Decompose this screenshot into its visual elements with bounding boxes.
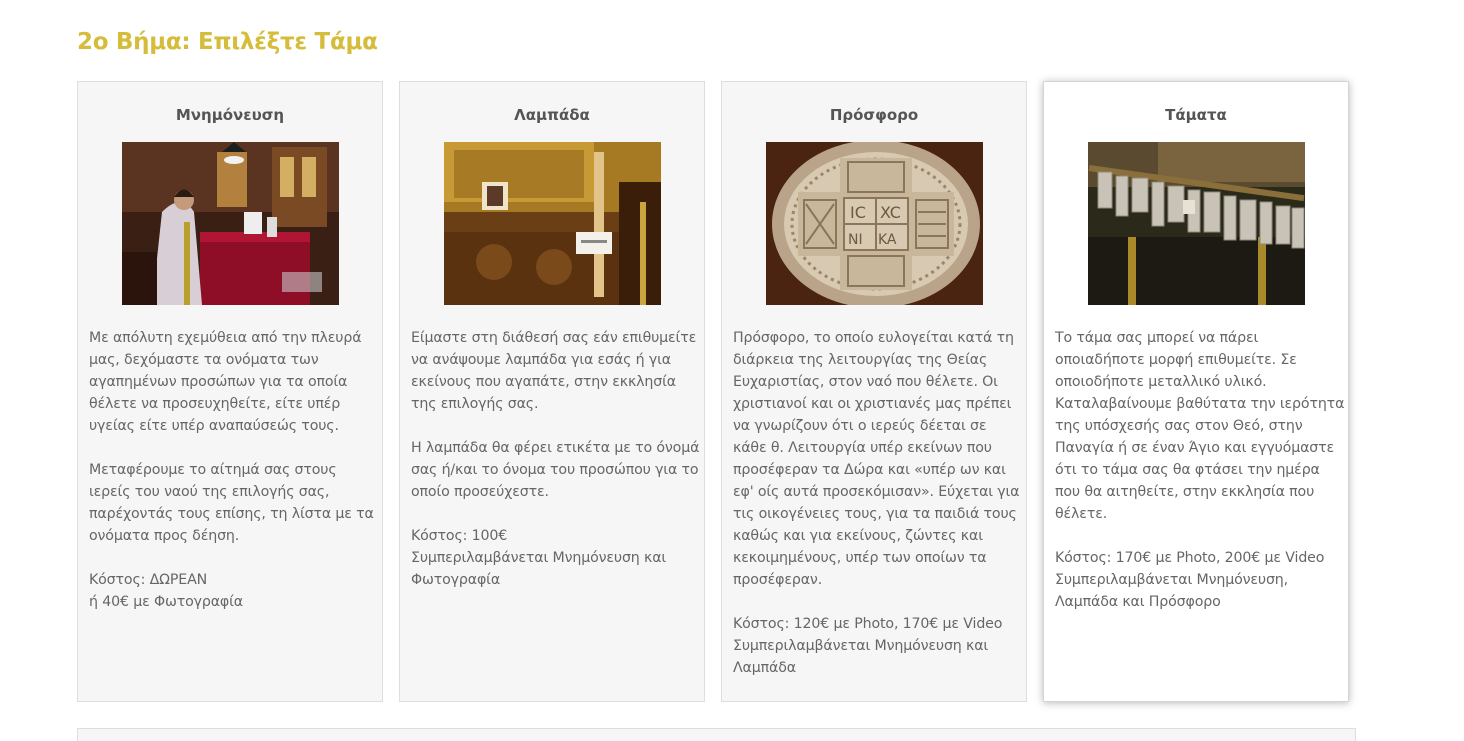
card-title: Μνημόνευση xyxy=(175,106,285,124)
votive-offerings-photo xyxy=(1088,142,1305,305)
card-paragraph: Μεταφέρουμε το αίτημά σας στους ιερείς του ναού της επιλογής σας, παρέχοντάς τους επίσης, τη λίστα με τα ονόματα προς δέηση. xyxy=(89,462,374,544)
card-price: Κόστος: 100€ Συμπεριλαμβάνεται Μνημόνευση και Φωτογραφία xyxy=(411,528,667,588)
next-step-section xyxy=(77,728,1356,741)
card-paragraph: Η λαμπάδα θα φέρει ετικέτα με το όνομά σας ή/και το όνομα του προσώπου για το οποίο προσεύχεστε. xyxy=(411,440,700,500)
svg-text:NI: NI xyxy=(848,232,863,248)
svg-text:KA: KA xyxy=(878,232,897,248)
card-price: Κόστος: 170€ με Photo, 200€ με Video Συμπεριλαμβάνεται Μνημόνευση, Λαμπάδα και Πρόσφορο xyxy=(1055,550,1325,610)
card-paragraph: Το τάμα σας μπορεί να πάρει οποιαδήποτε μορφή επιθυμείτε. Σε οποιοδήποτε μεταλλικό υλικό. Καταλαβαίνουμε βαθύτατα την ιερότητα της υπόσχεσής σας στον Θεό, στην Παναγία ή σε έναν Άγιο και εγγυόμαστε ότι το τάμα σας θα φτάσει την ημέρα που θα αιτηθείτε, στην εκκλησία που θέλετε. xyxy=(1055,330,1345,522)
svg-text:IC: IC xyxy=(850,203,866,222)
card-description xyxy=(411,327,701,591)
offering-cards xyxy=(77,81,1349,702)
offering-card-lampada[interactable] xyxy=(399,81,705,702)
card-paragraph: Με απόλυτη εχεμύθεια από την πλευρά μας, δεχόμαστε τα ονόματα των αγαπημένων προσώπων για τα οποία θέλετε να προσευχηθείτε, είτε υπέρ υγείας είτε υπέρ αναπαύσεώς τους. xyxy=(89,330,362,434)
card-paragraph: Είμαστε στη διάθεσή σας εάν επιθυμείτε να ανάψουμε λαμπάδα για εσάς ή για εκείνους που αγαπάτε, στην εκκλησία της επιλογής σας. xyxy=(411,330,697,412)
card-title: Λαμπάδα xyxy=(514,106,590,124)
step-title: 2ο Βήμα: Επιλέξτε Τάμα xyxy=(77,29,378,55)
priest-praying-photo xyxy=(122,142,339,305)
offering-card-tamata[interactable] xyxy=(1043,81,1349,702)
card-title: Πρόσφορο xyxy=(829,106,919,124)
offering-card-prosforo[interactable] xyxy=(721,81,1027,702)
card-price: Κόστος: 120€ με Photo, 170€ με Video Συμπεριλαμβάνεται Μνημόνευση και Λαμπάδα xyxy=(733,616,1003,676)
card-price: Κόστος: ΔΩΡΕΑΝ ή 40€ με Φωτογραφία xyxy=(89,572,243,610)
svg-text:XC: XC xyxy=(880,203,901,222)
card-description xyxy=(1055,327,1345,613)
offering-card-mnimonefsi[interactable] xyxy=(77,81,383,702)
prosphora-bread-photo xyxy=(766,142,983,305)
card-description xyxy=(89,327,379,613)
card-description xyxy=(733,327,1023,679)
church-candle-icon-photo xyxy=(444,142,661,305)
card-paragraph: Πρόσφορο, το οποίο ευλογείται κατά τη διάρκεια της λειτουργίας της Θείας Ευχαριστίας, στον ναό που θέλετε. Οι χριστιανοί και οι χριστιανές μας πρέπει να γνωρίζουν ότι ο ιερεύς δέεται σε κάθε θ. Λειτουργία υπέρ εκείνων που προσέφεραν τα Δώρα και «υπέρ ων και εφ' οίς αυτά προσεκόμισαν». Εύχεται για τις οικογένειες τους, για τα παιδιά τους καθώς και για εκείνους, ζώντες και κεκοιμημένους, υπέρ των οποίων τα προσέφεραν. xyxy=(733,330,1020,588)
card-title: Τάματα xyxy=(1165,106,1227,124)
